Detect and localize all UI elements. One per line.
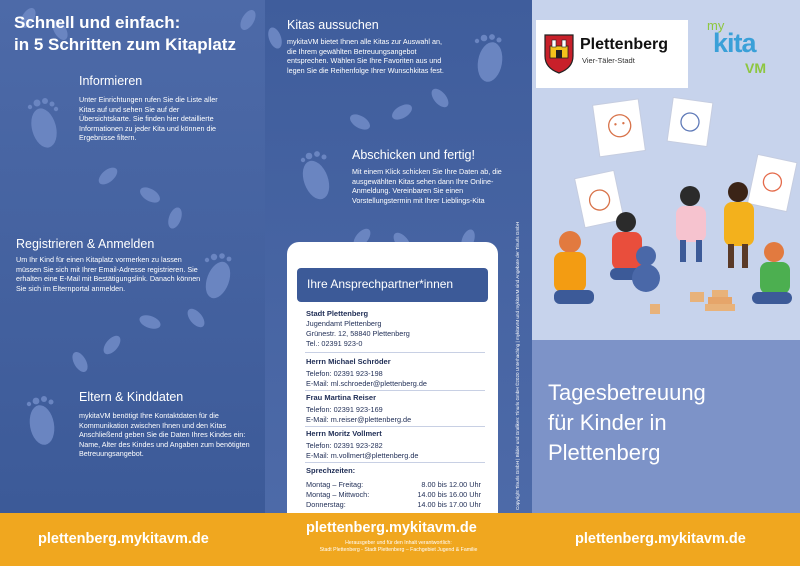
footer-publisher	[265, 540, 532, 554]
hours-time: 14.00 bis 16.00 Uhr	[417, 489, 481, 499]
city-crest-icon	[544, 34, 574, 74]
step5-text: Mit einem Klick schicken Sie Ihre Daten ab, die ausgewählten Kitas sehen dann Ihre Online-Anmeldung. Vereinbaren Sie einen Vorstellungstermin mit Ihrer Lieblings-Kita	[352, 167, 502, 205]
contact-1	[306, 309, 410, 348]
hours-row	[306, 490, 481, 500]
contact-name: Stadt Plettenberg	[306, 309, 369, 318]
left-title-line2: in 5 Schritten zum Kitaplatz	[14, 35, 236, 54]
divider	[305, 390, 485, 391]
contact-2	[306, 357, 427, 389]
hours-time: 8.00 bis 12.00 Uhr	[421, 480, 481, 489]
footer-url-right[interactable]: plettenberg.mykitavm.de	[575, 531, 746, 547]
contact-email[interactable]: E-Mail: ml.schroeder@plettenberg.de	[306, 378, 427, 388]
headline-line1: Tagesbetreuung	[548, 380, 706, 405]
step2-text: Um Ihr Kind für einen Kitaplatz vormerken zu lassen müssen Sie sich mit Ihrer Email-Adresse registrieren. Sie erhalten eine E-Mail mit Bestätigungslink. Danach können Sie sich im Elternportal anmelden.	[16, 255, 201, 293]
hours-title: Sprechzeiten:	[306, 466, 356, 475]
contact-line: Grünestr. 12, 58840 Plettenberg	[306, 328, 410, 338]
contact-phone: Telefon: 02391 923-282	[306, 441, 383, 450]
headline-line3: Plettenberg	[548, 440, 661, 465]
footer-url-left[interactable]: plettenberg.mykitavm.de	[38, 531, 209, 547]
footer-url-middle[interactable]: plettenberg.mykitavm.de	[306, 520, 477, 536]
hours-row	[306, 500, 481, 510]
publisher-line1: Herausgeber und für den Inhalt verantwortlich:	[345, 540, 452, 546]
step4-title: Kitas aussuchen	[287, 18, 379, 32]
hours-time: 14.00 bis 17.00 Uhr	[417, 499, 481, 509]
contact-line: Jugendamt Plettenberg	[306, 319, 382, 328]
divider	[305, 352, 485, 353]
kita-logo-kita: kita	[713, 28, 756, 58]
contact-3	[306, 393, 411, 425]
step1-title: Informieren	[79, 74, 143, 88]
hours-day: Montag – Freitag:	[306, 480, 364, 489]
contact-phone: Telefon: 02391 923-198	[306, 369, 383, 378]
children-illustration	[540, 92, 798, 340]
divider	[305, 426, 485, 427]
contact-email[interactable]: E-Mail: m.reiser@plettenberg.de	[306, 414, 412, 424]
step5-title: Abschicken und fertig!	[352, 148, 475, 162]
contact-name: Herrn Moritz Vollmert	[306, 429, 382, 438]
headline-line2: für Kinder in	[548, 410, 667, 435]
contact-4	[306, 429, 418, 461]
city-subtitle: Vier-Täler-Stadt	[582, 56, 635, 65]
step3-title: Eltern & Kinddaten	[79, 390, 184, 404]
copyright-vertical: Copyright Tinurls GmbH | Bilder und Grafiken: Tinurls GmbH ©2020 Unterhaching | mykitaVM und mykitaVM sind Angebote der Tinurls GmbH	[515, 221, 520, 510]
left-title-line1: Schnell und einfach:	[14, 13, 181, 32]
contact-name: Herrn Michael Schröder	[306, 357, 391, 366]
divider	[305, 462, 485, 463]
contact-email[interactable]: E-Mail: m.vollmert@plettenberg.de	[306, 450, 419, 460]
city-logo	[536, 20, 688, 88]
kita-logo-my: my	[707, 18, 725, 33]
hours-day: Montag – Mittwoch:	[306, 489, 370, 499]
contact-phone: Telefon: 02391 923-169	[306, 405, 383, 414]
city-name: Plettenberg	[580, 36, 669, 53]
publisher-line2: Stadt Plettenberg - Stadt Plettenberg – Fachgebiet Jugend & Familie	[319, 547, 478, 553]
hours-day: Donnerstag:	[306, 499, 346, 509]
contact-card-title: Ihre Ansprechpartner*innen	[307, 277, 454, 291]
contact-name: Frau Martina Reiser	[306, 393, 377, 402]
contact-phone: Tel.: 02391 923-0	[306, 338, 363, 348]
contact-card-header	[297, 268, 488, 302]
hours-row	[306, 480, 481, 490]
step3-text: mykitaVM benötigt Ihre Kontaktdaten für die Kommunikation zwischen Ihnen und den Kitas Anschließend geben Sie die Daten Ihres Kindes ein: Name, Alter des Kindes und Angaben zum benötigten Betreuungsangebot.	[79, 411, 250, 459]
step2-title: Registrieren & Anmelden	[16, 237, 155, 251]
step4-text: mykitaVM bietet Ihnen alle Kitas zur Auswahl an, die Ihrem gewählten Betreuungsangebot entsprechen. Wählen Sie Ihre Favoriten aus und legen Sie die Reihenfolge Ihrer Wunschkitas fest.	[287, 37, 444, 75]
step1-text: Unter Einrichtungen rufen Sie die Liste aller Kitas auf und sehen Sie auf der Übersichtskarte. Sie finden hier detaillierte Informationen zu jeder Kita und können die Ergebnisse filtern.	[79, 95, 218, 143]
mykitavm-logo	[705, 18, 785, 88]
hours-table	[306, 480, 481, 509]
kita-logo-vm: VM	[745, 60, 766, 76]
